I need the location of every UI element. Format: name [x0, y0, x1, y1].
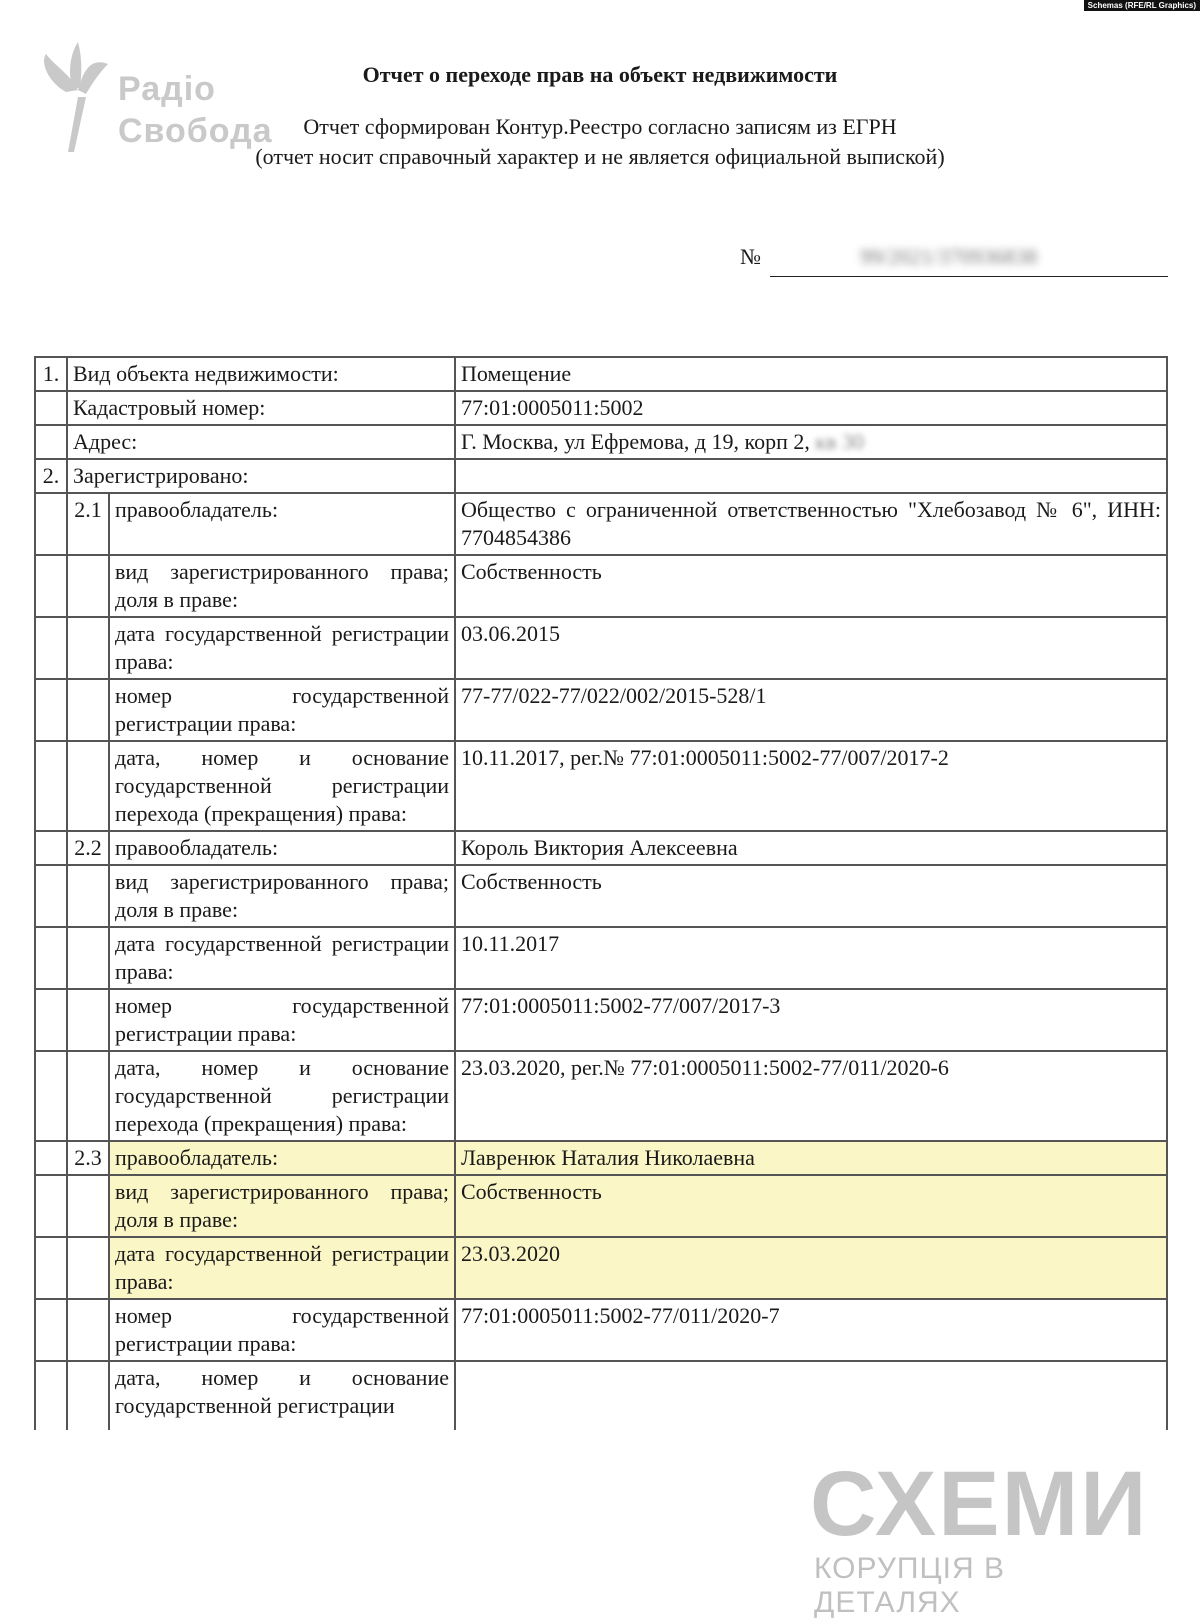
address-redacted: кв 30 — [815, 429, 864, 454]
table-row — [35, 493, 1167, 555]
row-number: 2. — [35, 459, 67, 493]
address-value — [455, 425, 1167, 459]
row-number: 1. — [35, 357, 67, 391]
logo-line-1: Радіо — [118, 70, 216, 108]
registered-label: Зарегистрировано: — [67, 459, 455, 493]
schemes-watermark — [810, 1452, 1150, 1619]
reg-number-value: 77-77/022-77/022/002/2015-528/1 — [455, 679, 1167, 741]
document-title: Отчет о переходе прав на объект недвижимости — [362, 62, 838, 87]
transfer-value — [455, 1361, 1167, 1430]
right-type-value: Собственность — [455, 1175, 1167, 1237]
reg-date-value: 10.11.2017 — [455, 927, 1167, 989]
section-number: 2.1 — [67, 493, 109, 555]
table-row — [35, 865, 1167, 927]
reg-date-value: 23.03.2020 — [455, 1237, 1167, 1299]
object-type-label: Вид объекта недвижимости: — [67, 357, 455, 391]
number-value-redacted: 99/2021/370936838 — [860, 244, 1038, 269]
transfer-label: дата, номер и основание государственной регистрации перехода (прекращения) права: — [109, 1051, 455, 1141]
right-type-label: вид зарегистрированного права; доля в праве: — [109, 865, 455, 927]
table-row — [35, 927, 1167, 989]
right-type-value: Собственность — [455, 865, 1167, 927]
reg-date-label: дата государственной регистрации права: — [109, 927, 455, 989]
table-row — [35, 617, 1167, 679]
document-subtitle — [0, 112, 1200, 172]
subtitle-line-1: Отчет сформирован Контур.Реестро согласно записям из ЕГРН — [303, 114, 897, 139]
table-row — [35, 989, 1167, 1051]
transfer-value: 23.03.2020, рег.№ 77:01:0005011:5002-77/011/2020-6 — [455, 1051, 1167, 1141]
holder-value: Король Виктория Алексеевна — [455, 831, 1167, 865]
reg-number-label: номер государственной регистрации права: — [109, 989, 455, 1051]
number-underline — [770, 276, 1168, 277]
right-type-value: Собственность — [455, 555, 1167, 617]
table-row — [35, 391, 1167, 425]
reg-date-label: дата государственной регистрации права: — [109, 1237, 455, 1299]
number-label: № — [740, 244, 761, 269]
table-row — [35, 741, 1167, 831]
object-type-value: Помещение — [455, 357, 1167, 391]
cadastral-value: 77:01:0005011:5002 — [455, 391, 1167, 425]
image-credit: Schemas (RFE/RL Graphics) — [1084, 0, 1200, 11]
holder-label: правообладатель: — [109, 831, 455, 865]
section-number: 2.2 — [67, 831, 109, 865]
address-text: Г. Москва, ул Ефремова, д 19, корп 2, — [461, 429, 810, 454]
holder-label: правообладатель: — [109, 1141, 455, 1175]
table-row — [35, 1175, 1167, 1237]
reg-date-label: дата государственной регистрации права: — [109, 617, 455, 679]
holder-label: правообладатель: — [109, 493, 455, 555]
holder-value: Лавренюк Наталия Николаевна — [455, 1141, 1167, 1175]
section-number: 2.3 — [67, 1141, 109, 1175]
cadastral-label: Кадастровый номер: — [67, 391, 455, 425]
right-type-label: вид зарегистрированного права; доля в праве: — [109, 555, 455, 617]
table-row — [35, 1299, 1167, 1361]
registry-table — [34, 356, 1168, 1430]
logo-line-2: Свобода — [118, 112, 273, 150]
watermark-title: СХЕМИ — [810, 1453, 1149, 1555]
reg-number-label: номер государственной регистрации права: — [109, 1299, 455, 1361]
table-row — [35, 1051, 1167, 1141]
table-row — [35, 1361, 1167, 1430]
transfer-value: 10.11.2017, рег.№ 77:01:0005011:5002-77/007/2017-2 — [455, 741, 1167, 831]
table-row — [35, 459, 1167, 493]
watermark-tagline: КОРУПЦІЯ В ДЕТАЛЯХ — [814, 1552, 1005, 1619]
report-number — [740, 244, 1038, 270]
holder-value: Общество с ограниченной ответственностью "Хлебозавод № 6", ИНН: 7704854386 — [455, 493, 1167, 555]
table-row — [35, 679, 1167, 741]
transfer-label: дата, номер и основание государственной регистрации перехода (прекращения) права: — [109, 741, 455, 831]
table-row — [35, 425, 1167, 459]
table-row — [35, 555, 1167, 617]
subtitle-line-2: (отчет носит справочный характер и не является официальной выпиской) — [255, 144, 945, 169]
table-row — [35, 357, 1167, 391]
table-row — [35, 831, 1167, 865]
reg-number-value: 77:01:0005011:5002-77/007/2017-3 — [455, 989, 1167, 1051]
transfer-label: дата, номер и основание государственной регистрации — [109, 1361, 455, 1430]
reg-number-value: 77:01:0005011:5002-77/011/2020-7 — [455, 1299, 1167, 1361]
reg-date-value: 03.06.2015 — [455, 617, 1167, 679]
table-row — [35, 1141, 1167, 1175]
table-row — [35, 1237, 1167, 1299]
reg-number-label: номер государственной регистрации права: — [109, 679, 455, 741]
right-type-label: вид зарегистрированного права; доля в праве: — [109, 1175, 455, 1237]
address-label: Адрес: — [67, 425, 455, 459]
